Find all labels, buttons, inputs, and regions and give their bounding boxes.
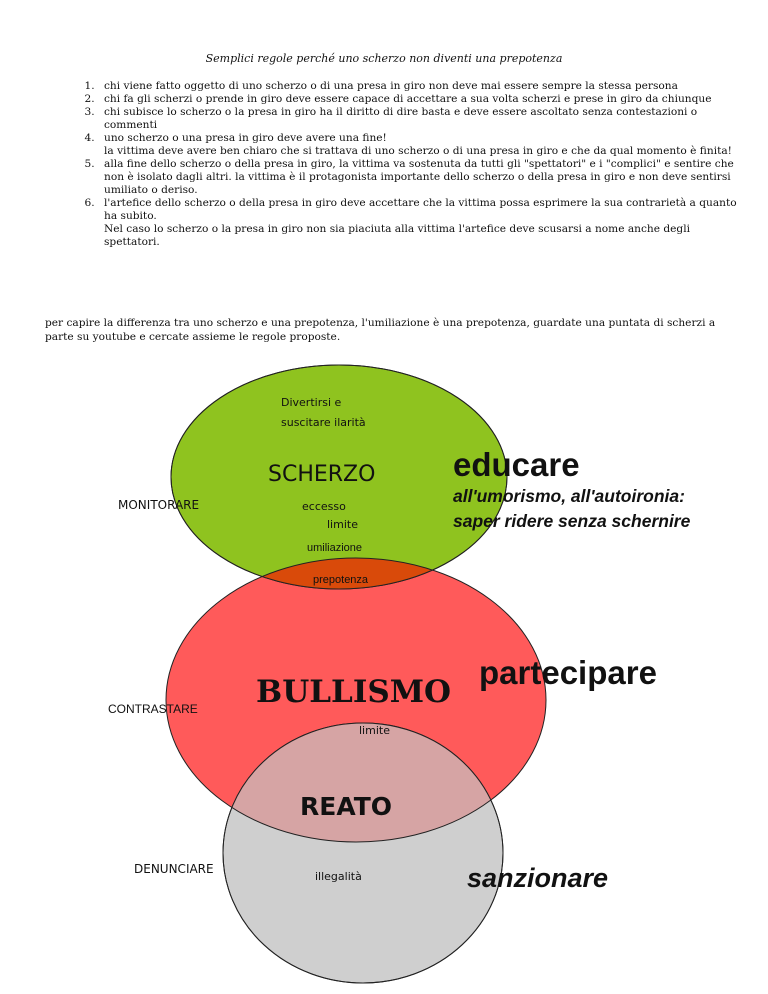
scherzo-limite-label: limite (327, 518, 358, 531)
bullismo-title: BULLISMO (256, 674, 452, 710)
partecipare-label: partecipare (479, 654, 657, 691)
reato-title: REATO (300, 792, 393, 821)
rule-text: l'artefice dello scherzo o della presa in giro deve accettare che la vittima possa esprimere la sua contrarietà a quanto ha subito. (104, 197, 737, 222)
bullismo-limite-label: limite (359, 724, 390, 737)
scherzo-goal-line2: suscitare ilarità (281, 416, 366, 429)
scherzo-goal-line1: Divertirsi e (281, 396, 342, 409)
sanzionare-label: sanzionare (467, 863, 609, 893)
rule-text: chi subisce lo scherzo o la presa in giro ha il diritto di dire basta e deve essere ascoltato senza contestazioni o commenti (104, 106, 698, 131)
educare-sub-line1: all'umorismo, all'autoironia: (453, 486, 685, 506)
document-title: Semplici regole perché uno scherzo non diventi una prepotenza (205, 52, 563, 65)
scherzo-title: SCHERZO (268, 462, 376, 487)
prepotenza-label: prepotenza (313, 574, 369, 586)
monitorare-label: MONITORARE (118, 498, 200, 512)
rule-text: uno scherzo o una presa in giro deve avere una fine! (104, 132, 387, 144)
rule-extra-text: la vittima deve avere ben chiaro che si trattava di uno scherzo o di una presa in giro e che da qual momento è finita! (104, 145, 732, 157)
rule-text: chi viene fatto oggetto di uno scherzo o di una presa in giro non deve mai essere sempre la stessa persona (104, 80, 678, 92)
rule-text: chi fa gli scherzi o prende in giro deve essere capace di accettare a sua volta scherzi e prese in giro da chiunque (104, 93, 712, 105)
intro-paragraph: per capire la differenza tra uno scherzo e una prepotenza, l'umiliazione è una prepotenza, guardate una puntata di scherzi a parte su youtube e cercate assieme le regole proposte. (45, 317, 716, 343)
educare-label: educare (453, 446, 580, 483)
educare-sub-line2: saper ridere senza schernire (453, 511, 691, 531)
illegalita-label: illegalità (315, 870, 362, 883)
rule-text: alla fine dello scherzo o della presa in giro, la vittima va sostenuta da tutti gli "spettatori" e i "complici" e sentire che non è isolato dagli altri. la vittima è il protagonista importante dello scherzo o della presa in giro e non deve sentirsi umiliato o deriso. (104, 158, 734, 196)
denunciare-label: DENUNCIARE (134, 862, 214, 876)
eccesso-label: eccesso (302, 500, 346, 513)
umiliazione-label: umiliazione (307, 542, 363, 554)
contrastare-label: CONTRASTARE (108, 702, 198, 716)
rule-extra-text: Nel caso lo scherzo o la presa in giro non sia piaciuta alla vittima l'artefice deve scusarsi a nome anche degli spettatori. (104, 223, 690, 248)
